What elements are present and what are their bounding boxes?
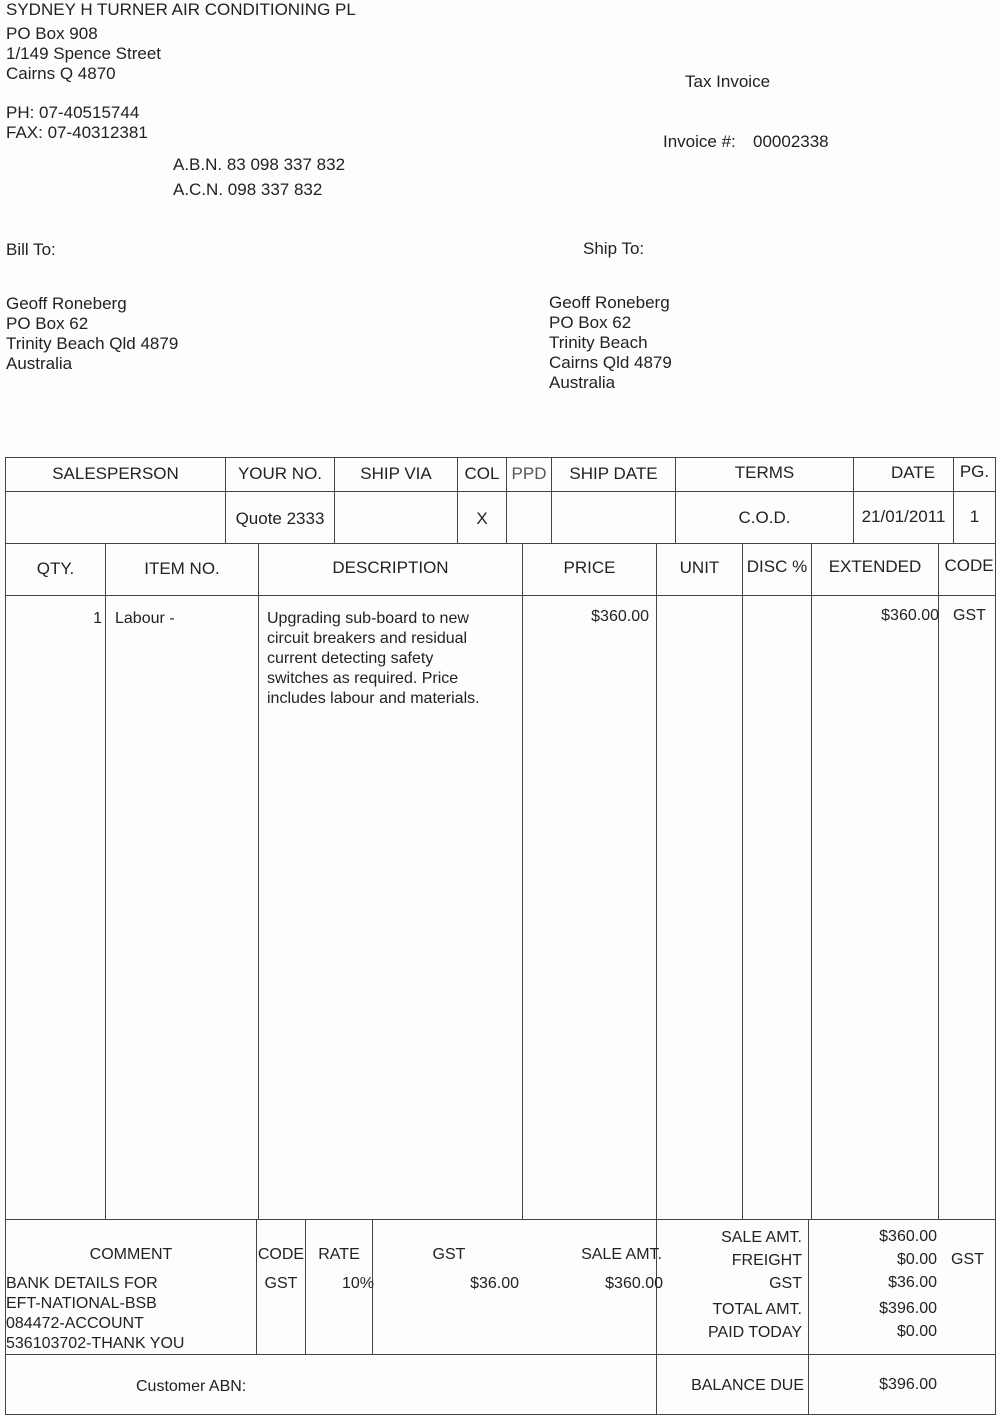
company-address-line: Cairns Q 4870 xyxy=(6,64,116,83)
col-header-pg: PG. xyxy=(959,462,990,481)
customer-abn-label: Customer ABN: xyxy=(136,1378,247,1395)
document-title: Tax Invoice xyxy=(685,72,771,91)
totals-value-total-amt: $396.00 xyxy=(879,1300,937,1317)
totals-value-paid-today: $0.00 xyxy=(896,1323,937,1340)
col-header-extended: EXTENDED xyxy=(828,557,922,576)
your-no-value: Quote 2333 xyxy=(235,509,325,528)
item-description-line: switches as required. Price xyxy=(267,670,459,687)
col-header-disc: DISC % xyxy=(746,557,808,576)
tax-row-rate: 10% xyxy=(341,1275,374,1292)
bill-to-line: Trinity Beach Qld 4879 xyxy=(6,334,179,353)
item-description-line: circuit breakers and residual xyxy=(267,630,468,647)
company-address xyxy=(6,24,161,84)
comment-label: COMMENT xyxy=(89,1246,173,1263)
company-address-line: PO Box 908 xyxy=(6,24,98,43)
item-qty: 1 xyxy=(93,610,102,627)
col-header-item-no: ITEM NO. xyxy=(144,559,220,578)
bill-to-line: PO Box 62 xyxy=(6,314,89,333)
ship-to-line: Trinity Beach xyxy=(549,333,648,352)
company-address-line: 1/149 Spence Street xyxy=(6,44,162,63)
item-description-line: Upgrading sub-board to new xyxy=(267,610,469,627)
col-header-ppd: PPD xyxy=(511,464,547,483)
col-header-col: COL xyxy=(464,464,500,483)
col-header-code: CODE xyxy=(944,556,994,575)
item-code: GST xyxy=(953,607,986,624)
comment-line: 084472-ACCOUNT xyxy=(6,1315,144,1332)
comment-line: BANK DETAILS FOR xyxy=(6,1275,158,1292)
tax-header-sale-amt: SALE AMT. xyxy=(581,1246,662,1263)
balance-due-value: $396.00 xyxy=(879,1376,937,1393)
company-fax: FAX: 07-40312381 xyxy=(6,123,148,142)
col-header-price: PRICE xyxy=(563,558,616,577)
col-header-terms: TERMS xyxy=(734,463,795,482)
item-price: $360.00 xyxy=(591,608,649,625)
bill-to-line: Australia xyxy=(6,354,73,373)
tax-row-sale-amt: $360.00 xyxy=(605,1275,663,1292)
col-header-ship-date: SHIP DATE xyxy=(569,464,658,483)
totals-label-sale-amt: SALE AMT. xyxy=(721,1229,802,1246)
col-header-your-no: YOUR NO. xyxy=(237,464,323,483)
item-description-line: current detecting safety xyxy=(267,650,434,667)
tax-row-gst: $36.00 xyxy=(470,1275,519,1292)
ship-to-line: Australia xyxy=(549,373,616,392)
totals-label-gst: GST xyxy=(769,1275,802,1292)
company-name: SYDNEY H TURNER AIR CONDITIONING PL xyxy=(6,0,356,19)
bill-to-address xyxy=(6,294,178,374)
ship-to-address xyxy=(549,293,672,393)
item-extended: $360.00 xyxy=(881,607,939,624)
date-value: 21/01/2011 xyxy=(861,507,946,526)
balance-due-label: BALANCE DUE xyxy=(691,1377,804,1394)
comment-line: 536103702-THANK YOU xyxy=(6,1335,185,1352)
totals-value-gst: $36.00 xyxy=(888,1274,937,1291)
col-header-ship-via: SHIP VIA xyxy=(360,464,432,483)
ship-to-line: Cairns Qld 4879 xyxy=(549,353,672,372)
tax-header-rate: RATE xyxy=(318,1246,360,1263)
ship-to-label: Ship To: xyxy=(583,239,645,258)
totals-label-total-amt: TOTAL AMT. xyxy=(712,1301,802,1318)
company-acn: A.C.N. 098 337 832 xyxy=(173,180,323,199)
tax-row-code: GST xyxy=(264,1275,298,1292)
bill-to-label: Bill To: xyxy=(6,240,56,259)
company-phone: PH: 07-40515744 xyxy=(6,103,140,122)
col-header-salesperson: SALESPERSON xyxy=(52,464,179,483)
ship-to-line: PO Box 62 xyxy=(549,313,632,332)
col-value: X xyxy=(476,509,488,528)
pg-value: 1 xyxy=(969,507,980,526)
col-header-description: DESCRIPTION xyxy=(332,558,449,577)
item-description-line: includes labour and materials. xyxy=(267,690,480,707)
totals-value-freight: $0.00 xyxy=(896,1251,937,1268)
totals-code-freight: GST xyxy=(951,1251,984,1268)
tax-header-gst: GST xyxy=(432,1246,466,1263)
col-header-unit: UNIT xyxy=(679,558,720,577)
comment-text xyxy=(6,1274,184,1354)
item-number: Labour - xyxy=(115,610,175,627)
item-description xyxy=(267,609,480,709)
tax-header-code: CODE xyxy=(257,1246,305,1263)
comment-line: EFT-NATIONAL-BSB xyxy=(6,1295,157,1312)
terms-value: C.O.D. xyxy=(738,508,791,527)
company-abn: A.B.N. 83 098 337 832 xyxy=(173,155,346,174)
totals-value-sale-amt: $360.00 xyxy=(879,1228,937,1245)
col-header-date: DATE xyxy=(890,463,936,482)
invoice-number-label: Invoice #: xyxy=(663,132,736,151)
bill-to-line: Geoff Roneberg xyxy=(6,294,127,313)
invoice-number: 00002338 xyxy=(753,132,829,151)
ship-to-line: Geoff Roneberg xyxy=(549,293,670,312)
totals-label-paid-today: PAID TODAY xyxy=(708,1324,802,1341)
col-header-qty: QTY. xyxy=(36,559,75,578)
totals-label-freight: FREIGHT xyxy=(731,1252,802,1269)
